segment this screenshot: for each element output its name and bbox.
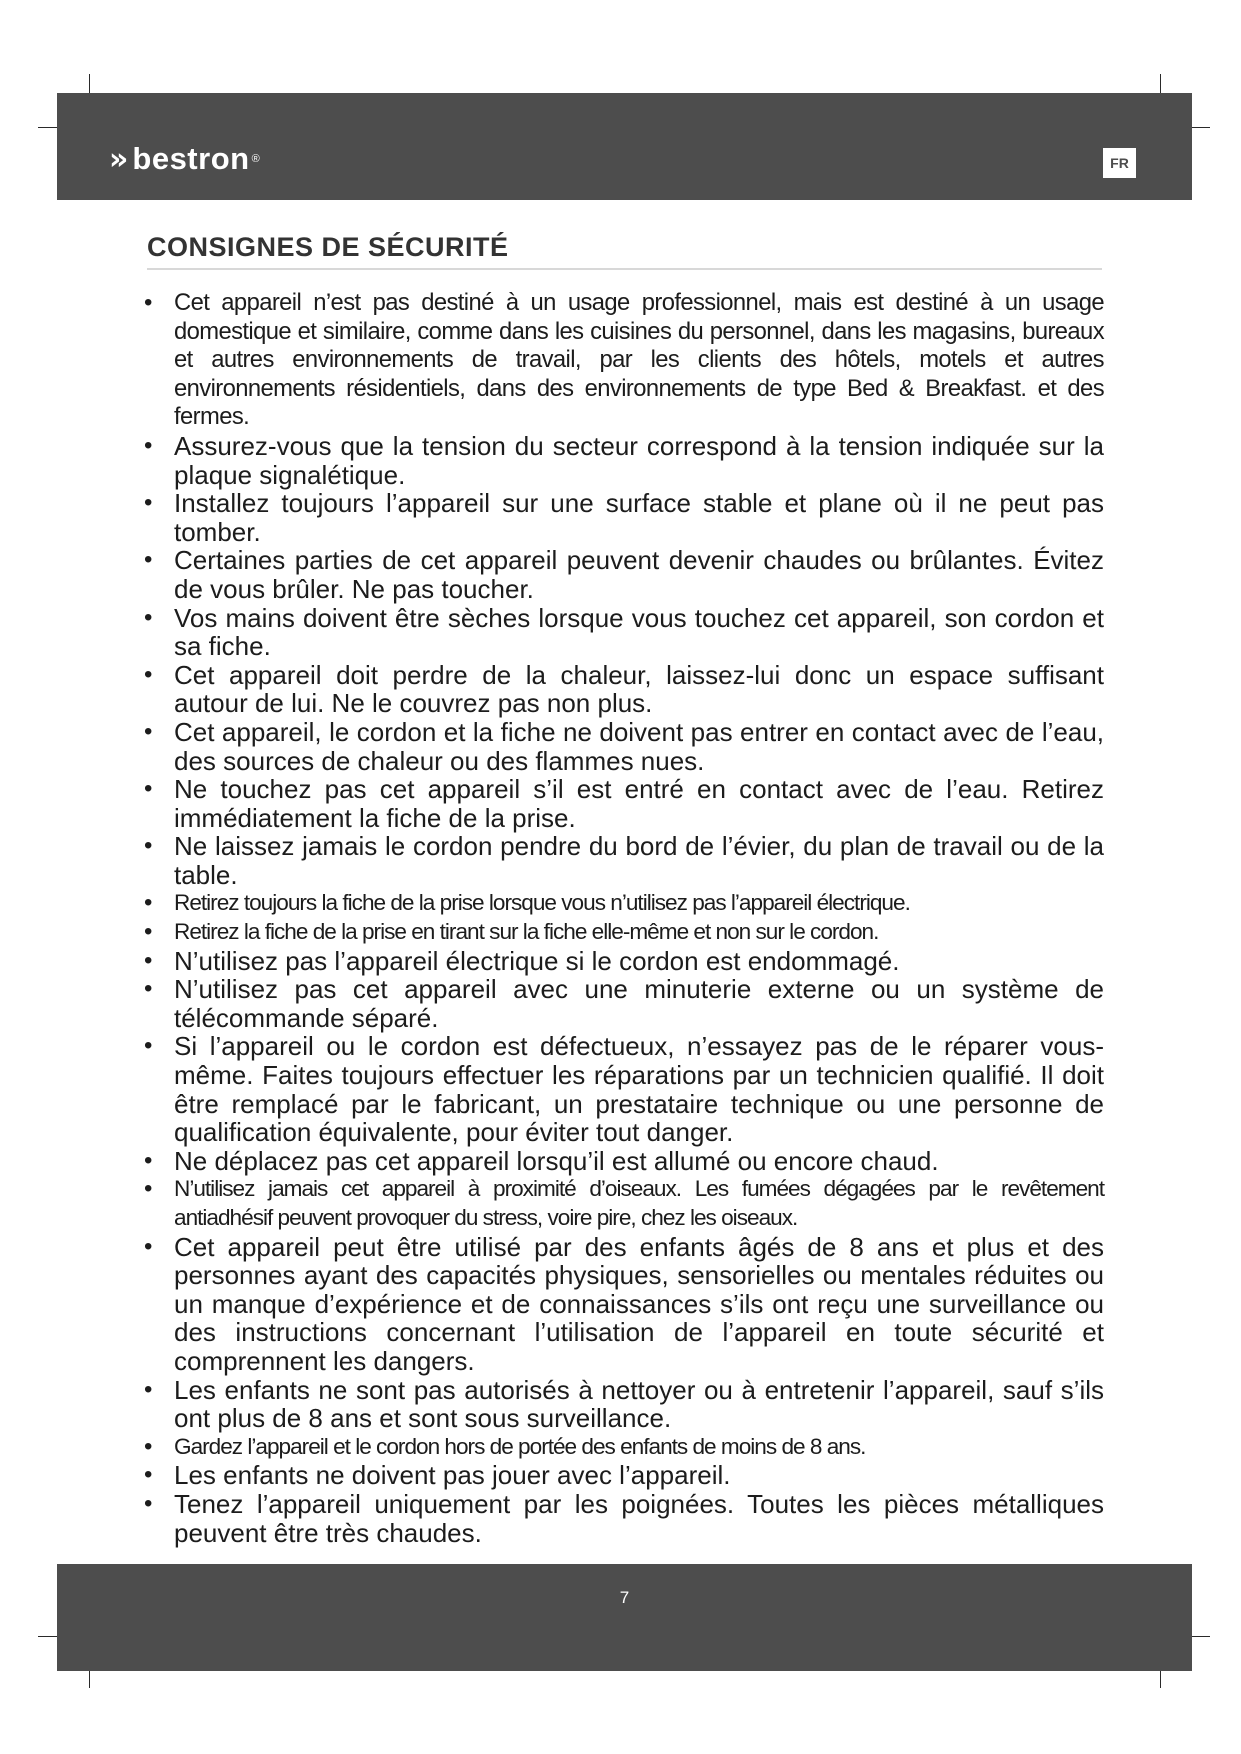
list-item: • N’utilisez jamais cet appareil à proximité d’oiseaux. Les fumées dégagées par le revêtement antiadhésif peuvent provoquer du stress, voire pire, chez les oiseaux. — [144, 1175, 1104, 1232]
list-item: • Assurez-vous que la tension du secteur correspond à la tension indiquée sur la plaque signalétique. — [144, 432, 1104, 489]
page-number: 7 — [619, 1588, 630, 1607]
bestron-logo — [109, 141, 260, 177]
list-item: • Les enfants ne doivent pas jouer avec l’appareil. — [144, 1461, 1104, 1490]
list-item: • Cet appareil peut être utilisé par des enfants âgés de 8 ans et plus et des personnes ayant des capacités physiques, sensorielles ou mentales réduites ou un manque d’expérience et de connaissances s’ils ont reçu une surveillance ou des instructions concernant l’utilisation de l’appareil en toute sécurité et comprennent les dangers. — [144, 1233, 1104, 1376]
safety-instructions-list — [144, 289, 1104, 1547]
list-item: • Certaines parties de cet appareil peuvent devenir chaudes ou brûlantes. Évitez de vous brûler. Ne pas toucher. — [144, 546, 1104, 603]
list-item: • Ne touchez pas cet appareil s’il est entré en contact avec de l’eau. Retirez immédiatement la fiche de la prise. — [144, 775, 1104, 832]
list-item: • Les enfants ne sont pas autorisés à nettoyer ou à entretenir l’appareil, sauf s’ils ont plus de 8 ans et sont sous surveillance. — [144, 1376, 1104, 1433]
list-item: • Retirez toujours la fiche de la prise lorsque vous n’utilisez pas l’appareil électrique. — [144, 889, 1104, 918]
list-item: • Si l’appareil ou le cordon est défectueux, n’essayez pas de le réparer vous-même. Faites toujours effectuer les réparations par un technicien qualifié. Il doit être remplacé par le fabricant, un prestataire technique ou une personne de qualification équivalente, pour éviter tout danger. — [144, 1032, 1104, 1146]
title-divider — [147, 268, 1102, 270]
list-item: • N’utilisez pas l’appareil électrique si le cordon est endommagé. — [144, 947, 1104, 976]
list-item: • N’utilisez pas cet appareil avec une minuterie externe ou un système de télécommande séparé. — [144, 975, 1104, 1032]
list-item: • Cet appareil, le cordon et la fiche ne doivent pas entrer en contact avec de l’eau, des sources de chaleur ou des flammes nues. — [144, 718, 1104, 775]
page-header — [57, 93, 1192, 200]
list-item: • Gardez l’appareil et le cordon hors de portée des enfants de moins de 8 ans. — [144, 1433, 1104, 1462]
list-item: • Cet appareil doit perdre de la chaleur, laissez-lui donc un espace suffisant autour de lui. Ne le couvrez pas non plus. — [144, 661, 1104, 718]
list-item: • Tenez l’appareil uniquement par les poignées. Toutes les pièces métalliques peuvent être très chaudes. — [144, 1490, 1104, 1547]
page-footer — [57, 1564, 1192, 1671]
page-title: CONSIGNES DE SÉCURITÉ — [147, 232, 509, 262]
list-item: • Retirez la fiche de la prise en tirant sur la fiche elle-même et non sur le cordon. — [144, 918, 1104, 947]
list-item: • Ne déplacez pas cet appareil lorsqu’il est allumé ou encore chaud. — [144, 1147, 1104, 1176]
list-item: • Cet appareil n’est pas destiné à un usage professionnel, mais est destiné à un usage domestique et similaire, comme dans les cuisines du personnel, dans les magasins, bureaux et autres environnements de travail, par les clients des hôtels, motels et autres environnements résidentiels, dans des environnements de type Bed & Breakfast. et des fermes. — [144, 289, 1104, 432]
language-badge: FR — [1103, 148, 1136, 178]
list-item: • Vos mains doivent être sèches lorsque vous touchez cet appareil, son cordon et sa fiche. — [144, 604, 1104, 661]
registered-mark: ® — [251, 153, 260, 165]
logo-wordmark: bestron — [132, 141, 250, 176]
chevron-logo-icon: » — [109, 141, 123, 177]
list-item: • Installez toujours l’appareil sur une surface stable et plane où il ne peut pas tomber. — [144, 489, 1104, 546]
list-item: • Ne laissez jamais le cordon pendre du bord de l’évier, du plan de travail ou de la table. — [144, 832, 1104, 889]
